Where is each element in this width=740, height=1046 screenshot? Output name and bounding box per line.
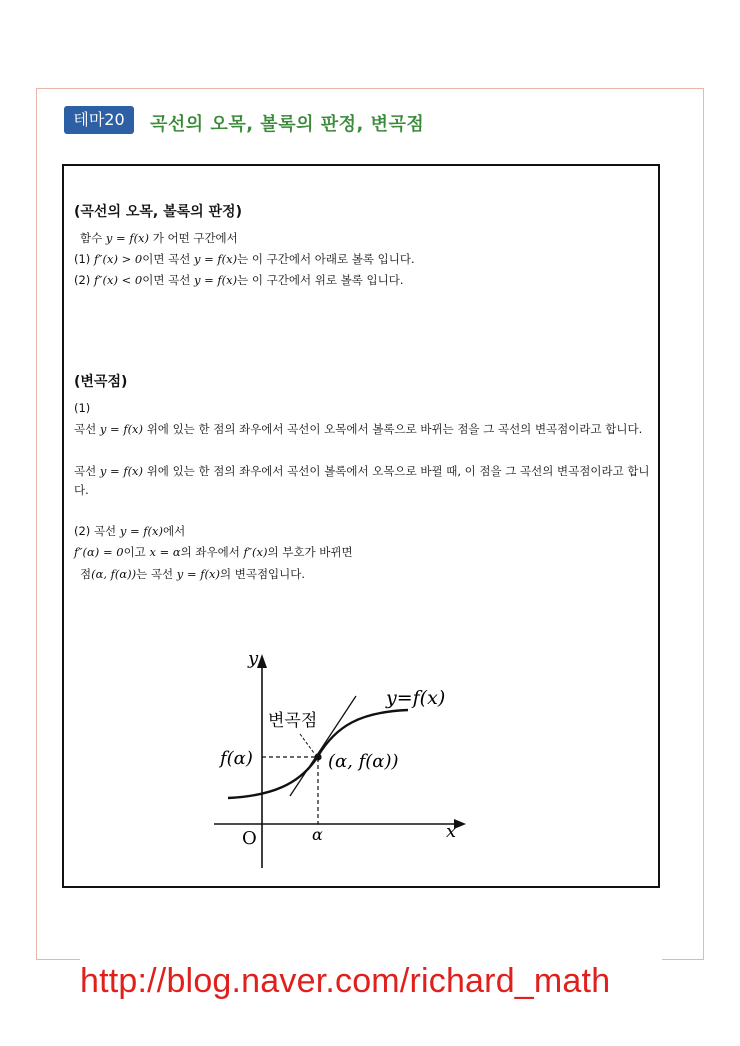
page-frame-left <box>36 88 37 960</box>
x-axis-label: x <box>446 821 457 842</box>
inflection-label: 변곡점 <box>268 711 318 731</box>
y-axis-arrow <box>257 654 267 668</box>
y-axis-label: y <box>248 648 259 669</box>
section1-item1: (1) f″(x) > 0이면 곡선 y = f(x)는 이 구간에서 아래로 볼록 입니다. <box>74 252 415 266</box>
section2-para2: 곡선 y = f(x) 위에 있는 한 점의 좌우에서 곡선이 볼록에서 오목으로 바뀔 때, 이 점을 그 곡선의 변곡점이라고 합니다. <box>74 464 650 497</box>
section2-para1: 곡선 y = f(x) 위에 있는 한 점의 좌우에서 곡선이 오목에서 볼록으로 바뀌는 점을 그 곡선의 변곡점이라고 합니다. <box>74 422 643 436</box>
theme-title: 곡선의 오목, 볼록의 판정, 변곡점 <box>150 114 425 135</box>
theme-badge: 테마20 <box>64 106 134 134</box>
f-alpha-label: f(α) <box>220 748 253 769</box>
section2-label2: (2) 곡선 y = f(x)에서 <box>74 524 186 538</box>
section1-intro: 함수 y = f(x) 가 어떤 구간에서 <box>80 231 238 245</box>
origin-label: O <box>242 828 257 849</box>
section2-label1: (1) <box>74 401 91 415</box>
section1-heading: (곡선의 오목, 볼록의 판정) <box>74 204 242 220</box>
section2-conclusion: 점(α, f(α))는 곡선 y = f(x)의 변곡점입니다. <box>80 567 306 581</box>
page-frame-bottom-right <box>662 959 704 960</box>
inflection-point-diagram <box>200 640 480 880</box>
label-leader <box>300 734 314 753</box>
footer-url[interactable]: http://blog.naver.com/richard_math <box>80 962 611 1000</box>
section2-heading: (변곡점) <box>74 374 128 390</box>
alpha-label: α <box>312 825 323 844</box>
page-frame-right <box>703 88 704 960</box>
inflection-point <box>314 753 321 760</box>
section2-condition: f″(α) = 0이고 x = α의 좌우에서 f″(x)의 부호가 바뀌면 <box>74 545 353 559</box>
section1-item2: (2) f″(x) < 0이면 곡선 y = f(x)는 이 구간에서 위로 볼록 입니다. <box>74 273 404 287</box>
page-frame-bottom-left <box>36 959 80 960</box>
curve-label: y=f(x) <box>386 687 446 709</box>
page-frame-top <box>36 88 704 89</box>
point-label: (α, f(α)) <box>328 751 399 772</box>
